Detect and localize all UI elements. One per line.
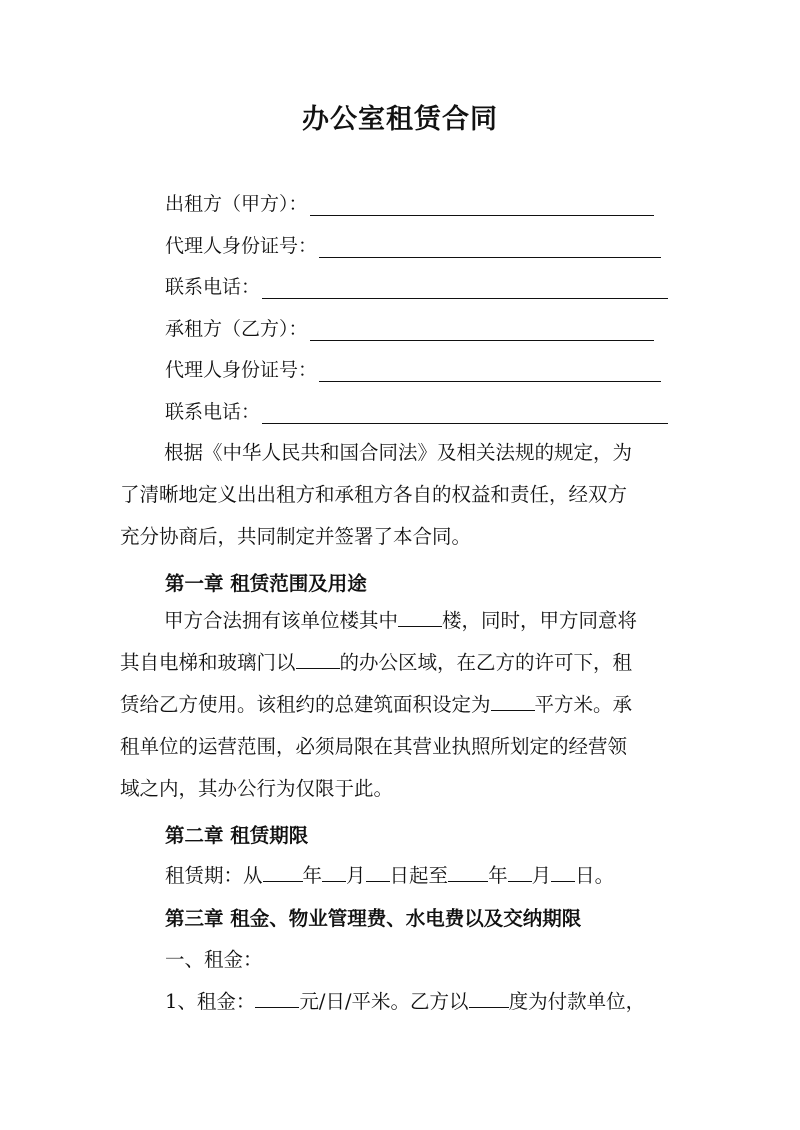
end-year-blank bbox=[448, 863, 488, 882]
start-day-blank bbox=[366, 863, 390, 882]
floor-blank bbox=[398, 608, 442, 627]
rent-item-text: 1、租金： bbox=[165, 990, 256, 1013]
square-meter-blank bbox=[491, 692, 535, 711]
chapter1-text: 楼，同时，甲方同意将 bbox=[442, 609, 638, 632]
start-month-blank bbox=[322, 863, 346, 882]
chapter1-line: 租单位的运营范围，必须局限在其营业执照所划定的经营领 bbox=[120, 735, 628, 758]
lessee-phone-field bbox=[165, 396, 668, 424]
lessee-field bbox=[165, 313, 654, 341]
lessee-label: 承租方（乙方）： bbox=[165, 318, 308, 340]
chapter1-text: 其自电梯和玻璃门以 bbox=[120, 651, 296, 674]
preamble-paragraph bbox=[120, 432, 685, 558]
lessor-phone-field bbox=[165, 271, 668, 299]
lessor-blank bbox=[310, 193, 654, 216]
lease-term-text: 日起至 bbox=[389, 864, 449, 887]
lease-term-line bbox=[165, 860, 614, 888]
payment-period-blank bbox=[469, 989, 509, 1008]
start-year-blank bbox=[263, 863, 303, 882]
chapter1-heading: 第一章 租赁范围及用途 bbox=[165, 572, 367, 595]
chapter2-heading: 第二章 租赁期限 bbox=[165, 824, 309, 847]
chapter1-text: 赁给乙方使用。该租约的总建筑面积设定为 bbox=[120, 693, 491, 716]
lessee-phone-blank bbox=[262, 401, 668, 424]
lessor-agent-id-field bbox=[165, 230, 661, 258]
lease-term-text: 日。 bbox=[575, 864, 615, 887]
lease-term-text: 月 bbox=[531, 864, 552, 887]
chapter3-heading: 第三章 租金、物业管理费、水电费以及交纳期限 bbox=[165, 907, 582, 930]
chapter1-paragraph bbox=[120, 600, 685, 810]
lessee-agent-id-field bbox=[165, 354, 661, 382]
chapter1-line bbox=[120, 642, 685, 684]
rent-item-text: 度为付款单位， bbox=[508, 990, 646, 1013]
end-month-blank bbox=[508, 863, 532, 882]
lessee-agent-id-blank bbox=[319, 359, 661, 382]
area-range-blank bbox=[296, 650, 340, 669]
lease-term-text: 租赁期：从 bbox=[165, 864, 263, 887]
lessee-agent-id-label: 代理人身份证号： bbox=[165, 359, 318, 381]
lessor-agent-id-label: 代理人身份证号： bbox=[165, 235, 318, 257]
end-day-blank bbox=[551, 863, 575, 882]
rent-item-text: 元/日/平米。乙方以 bbox=[299, 990, 469, 1013]
rent-section-title: 一、租金： bbox=[165, 948, 263, 971]
chapter1-text: 平方米。承 bbox=[534, 693, 633, 716]
lease-term-text: 年 bbox=[488, 864, 508, 887]
rent-price-blank bbox=[255, 989, 299, 1008]
lessor-phone-blank bbox=[262, 276, 668, 299]
chapter1-line: 域之内，其办公行为仅限于此。 bbox=[120, 777, 394, 800]
chapter1-line bbox=[120, 600, 685, 642]
chapter1-text: 甲方合法拥有该单位楼其中 bbox=[164, 609, 399, 632]
preamble-line: 充分协商后，共同制定并签署了本合同。 bbox=[120, 525, 472, 548]
lease-term-text: 月 bbox=[346, 864, 366, 887]
lessee-phone-label: 联系电话： bbox=[165, 401, 261, 423]
document-title: 办公室租赁合同 bbox=[302, 104, 498, 135]
lessor-label: 出租方（甲方）： bbox=[165, 193, 308, 215]
lease-term-text: 年 bbox=[302, 864, 323, 887]
preamble-line: 根据《中华人民共和国合同法》及相关法规的规定，为 bbox=[164, 441, 633, 464]
chapter1-text: 的办公区域，在乙方的许可下，租 bbox=[339, 651, 633, 674]
lessee-blank bbox=[310, 318, 654, 341]
lessor-agent-id-blank bbox=[319, 235, 661, 258]
chapter1-line bbox=[120, 684, 685, 726]
lessor-field bbox=[165, 188, 654, 216]
rent-item-line bbox=[165, 986, 645, 1014]
preamble-line: 了清晰地定义出出租方和承租方各自的权益和责任，经双方 bbox=[120, 483, 628, 506]
lessor-phone-label: 联系电话： bbox=[165, 276, 261, 298]
